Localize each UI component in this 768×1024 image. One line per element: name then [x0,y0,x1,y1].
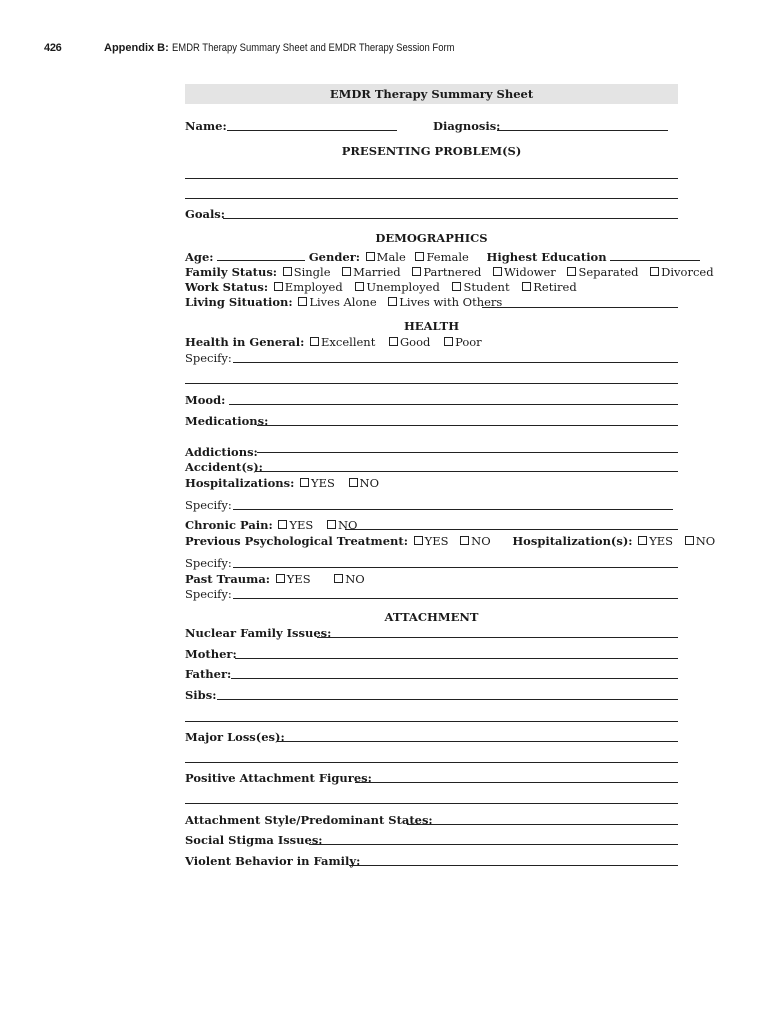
partnered-option: Partnered [423,265,482,279]
past-trauma-no-option: NO [345,572,365,586]
positive-attachment-label: Positive Attachment Figures: [185,771,372,785]
demographics-heading: DEMOGRAPHICS [375,231,488,245]
work-status-row [185,280,577,294]
single-option: Single [293,265,331,279]
addictions-field[interactable] [257,451,678,453]
prev-psych-no-checkbox[interactable] [460,536,469,545]
summary-sheet-form [185,84,716,868]
mood-label: Mood: [185,393,226,407]
addictions-row [185,445,258,459]
prev-psych-label: Previous Psychological Treatment: [185,534,408,548]
hospitalization-s-label: Hospitalization(s): [512,534,633,548]
psych-specify-label: Specify: [185,556,232,570]
nuclear-family-label: Nuclear Family Issues: [185,626,332,640]
addictions-label: Addictions: [185,445,258,459]
sibs-label: Sibs: [185,688,217,702]
employed-checkbox[interactable] [274,282,283,291]
chronic-pain-no-checkbox[interactable] [327,520,336,529]
mother-field[interactable] [235,657,678,659]
goals-row [185,207,225,221]
mood-field[interactable] [229,403,678,405]
social-stigma-field[interactable] [309,843,678,845]
single-checkbox[interactable] [283,267,292,276]
health-specify-row [185,351,232,365]
good-checkbox[interactable] [389,337,398,346]
trauma-specify-row [185,587,232,601]
violent-behavior-field[interactable] [349,864,678,866]
good-option: Good [400,335,431,349]
age-gender-education-row [185,250,678,264]
health-specify-label: Specify: [185,351,232,365]
goals-field[interactable] [223,217,678,219]
health-general-row [185,335,482,349]
gender-label: Gender: [308,250,361,264]
separated-checkbox[interactable] [567,267,576,276]
age-label: Age: [185,250,214,264]
female-checkbox[interactable] [415,252,424,261]
lives-with-others-option: Lives with Others [399,295,503,309]
living-situation-row [185,295,502,309]
male-checkbox[interactable] [366,252,375,261]
appendix-title: EMDR Therapy Summary Sheet and EMDR Therapy Session Form [172,42,455,54]
hospitalizations-yes-option: YES [311,476,335,490]
widower-checkbox[interactable] [493,267,502,276]
hospitalizations-yes-checkbox[interactable] [300,478,309,487]
psych-specify-field[interactable] [233,566,678,568]
appendix-label: Appendix B: [104,42,169,54]
hospitalization-s-yes-option: YES [649,534,674,548]
lives-alone-checkbox[interactable] [298,297,307,306]
major-loss-row [185,730,285,744]
presenting-problems-heading: PRESENTING PROBLEM(S) [341,144,522,158]
attachment-style-label: Attachment Style/Predominant States: [185,813,433,827]
sibs-field[interactable] [217,698,678,700]
accidents-label: Accident(s): [185,460,263,474]
diagnosis-field[interactable] [497,129,668,131]
diagnosis-row [433,119,500,133]
mother-label: Mother: [185,647,237,661]
violent-behavior-label: Violent Behavior in Family: [185,854,361,868]
hospitalization-s-no-checkbox[interactable] [685,536,694,545]
positive-attachment-field[interactable] [355,781,678,783]
presenting-problems-line-2[interactable] [185,197,678,199]
divorced-checkbox[interactable] [650,267,659,276]
separated-option: Separated [578,265,639,279]
hospitalizations-specify-label: Specify: [185,498,232,512]
medications-row [185,414,268,428]
attachment-style-row [185,813,433,827]
page-header [0,42,768,58]
excellent-checkbox[interactable] [310,337,319,346]
major-loss-line-2[interactable] [185,761,678,763]
major-loss-field[interactable] [277,740,678,742]
family-status-row [185,265,714,279]
trauma-specify-label: Specify: [185,587,232,601]
psych-specify-row [185,556,232,570]
married-checkbox[interactable] [342,267,351,276]
living-situation-label: Living Situation: [185,295,293,309]
diagnosis-label: Diagnosis: [433,119,501,133]
poor-checkbox[interactable] [444,337,453,346]
age-field[interactable] [217,259,305,261]
hospitalizations-label: Hospitalizations: [185,476,295,490]
hospitalizations-no-checkbox[interactable] [349,478,358,487]
lives-alone-option: Lives Alone [309,295,377,309]
chronic-pain-field[interactable] [345,528,678,530]
prev-psych-row [185,534,716,548]
sibs-row [185,688,216,702]
hospitalizations-specify-row [185,498,232,512]
father-row [185,667,231,681]
social-stigma-row [185,833,323,847]
presenting-problems-line-1[interactable] [185,177,678,179]
lives-with-others-checkbox[interactable] [388,297,397,306]
past-trauma-no-checkbox[interactable] [334,574,343,583]
past-trauma-yes-checkbox[interactable] [276,574,285,583]
violent-behavior-row [185,854,360,868]
chronic-pain-row [185,518,357,532]
nuclear-family-field[interactable] [317,636,678,638]
excellent-option: Excellent [321,335,376,349]
health-heading: HEALTH [403,319,460,333]
sibs-line-2[interactable] [185,720,678,722]
unemployed-option: Unemployed [366,280,440,294]
chronic-pain-label: Chronic Pain: [185,518,273,532]
divorced-option: Divorced [661,265,714,279]
male-option: Male [376,250,406,264]
major-loss-label: Major Loss(es): [185,730,285,744]
positive-attachment-row [185,771,372,785]
hospitalization-s-yes-checkbox[interactable] [638,536,647,545]
partnered-checkbox[interactable] [412,267,421,276]
prev-psych-no-option: NO [471,534,491,548]
father-field[interactable] [231,677,678,679]
health-specify-field[interactable] [233,361,678,363]
name-field[interactable] [227,129,397,131]
highest-education-label: Highest Education [486,250,607,264]
mood-row [185,393,225,407]
female-option: Female [426,250,469,264]
unemployed-checkbox[interactable] [355,282,364,291]
accidents-field[interactable] [255,470,678,472]
name-row [185,119,227,133]
accidents-row [185,460,263,474]
family-status-label: Family Status: [185,265,278,279]
name-label: Name: [185,119,227,133]
health-general-label: Health in General: [185,335,305,349]
page-number: 426 [44,42,62,54]
attachment-heading: ATTACHMENT [384,610,479,624]
living-situation-field[interactable] [482,306,678,308]
prev-psych-yes-option: YES [424,534,449,548]
poor-option: Poor [455,335,482,349]
positive-attachment-line-2[interactable] [185,802,678,804]
nuclear-family-row [185,626,331,640]
past-trauma-row [185,572,365,586]
hospitalizations-row [185,476,379,490]
chronic-pain-yes-checkbox[interactable] [278,520,287,529]
father-label: Father: [185,667,232,681]
married-option: Married [353,265,401,279]
retired-checkbox[interactable] [522,282,531,291]
chronic-pain-yes-option: YES [289,518,314,532]
hospitalizations-no-option: NO [359,476,380,490]
past-trauma-label: Past Trauma: [185,572,271,586]
student-option: Student [463,280,510,294]
past-trauma-yes-option: YES [286,572,311,586]
health-specify-line-2[interactable] [185,382,678,384]
form-title: EMDR Therapy Summary Sheet [185,84,678,104]
highest-education-field[interactable] [610,259,700,261]
mother-row [185,647,237,661]
goals-label: Goals: [185,207,226,221]
widower-option: Widower [504,265,556,279]
trauma-specify-field[interactable] [233,597,678,599]
attachment-style-field[interactable] [407,823,678,825]
work-status-label: Work Status: [185,280,269,294]
medications-field[interactable] [257,424,678,426]
hospitalization-s-no-option: NO [695,534,716,548]
medications-label: Medications: [185,414,269,428]
student-checkbox[interactable] [452,282,461,291]
hospitalizations-specify-field[interactable] [233,508,673,510]
chronic-pain-no-option: NO [337,518,358,532]
prev-psych-yes-checkbox[interactable] [414,536,423,545]
employed-option: Employed [284,280,343,294]
retired-option: Retired [533,280,577,294]
social-stigma-label: Social Stigma Issues: [185,833,323,847]
